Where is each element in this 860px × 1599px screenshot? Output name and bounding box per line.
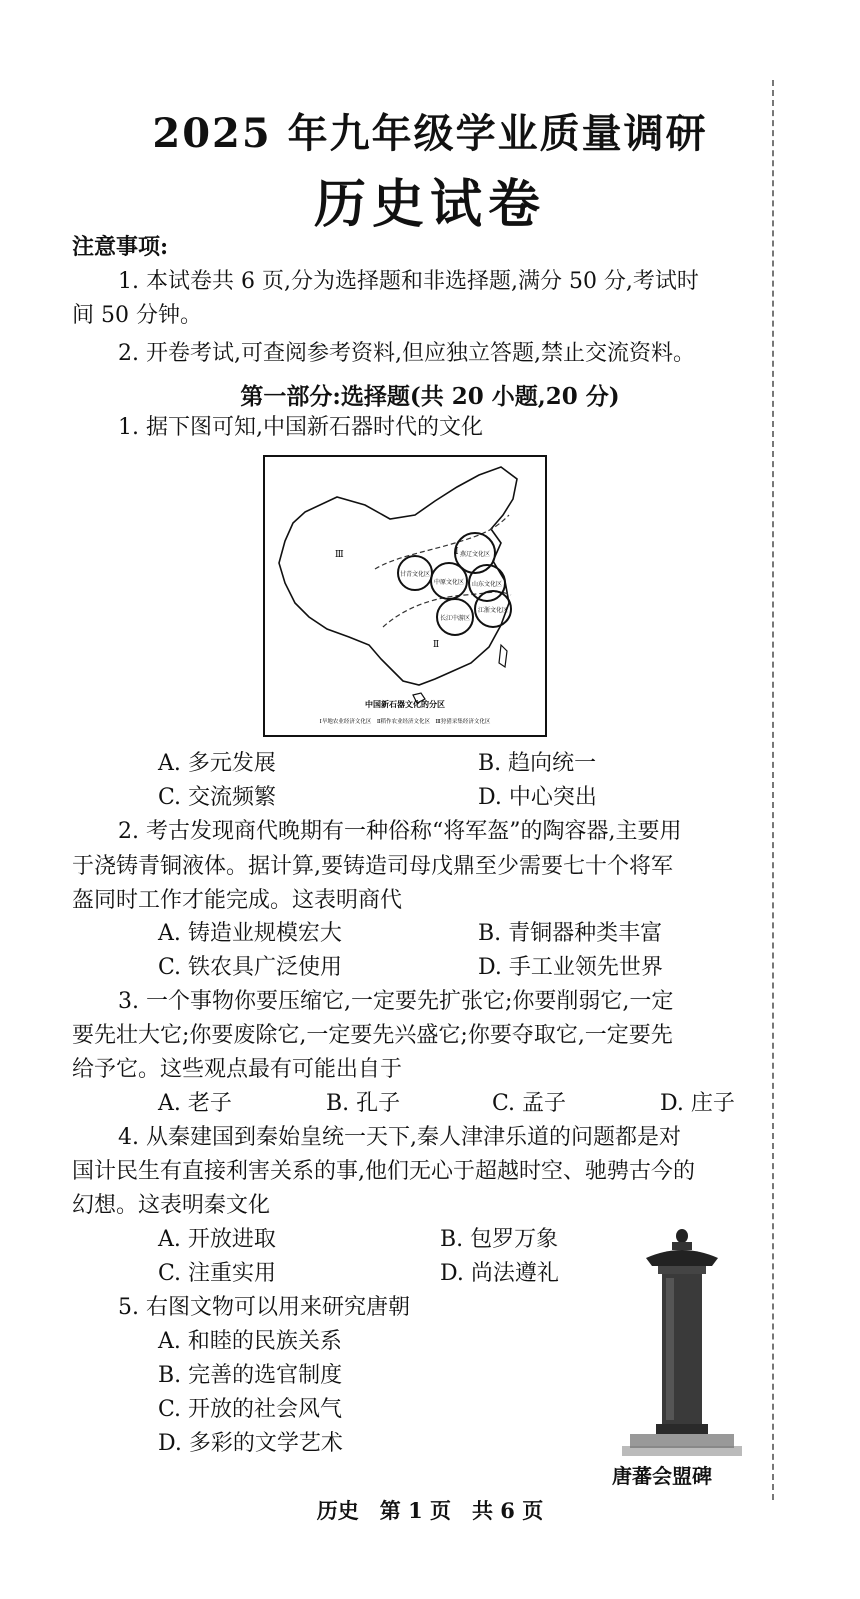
exam-title: 2025 年九年级学业质量调研 [152,110,708,157]
circle-label-zhongyuan: 中原文化区 [433,579,465,586]
q3-stem-line-1: 3. 一个事物你要压缩它,一定要先扩张它;你要削弱它,一定 [118,989,674,1014]
circle-label-shandong: 山东文化区 [471,581,503,588]
map-title: 中国新石器文化的分区 [365,699,445,709]
q3-option-c[interactable]: C. 孟子 [492,1091,567,1116]
notice-item-1: 1. 本试卷共 6 页,分为选择题和非选择题,满分 50 分,考试时 [118,269,699,294]
q5-option-d[interactable]: D. 多彩的文学艺术 [158,1431,343,1456]
zone-boundary-1 [375,515,509,569]
q3-stem-line-2: 要先壮大它;你要废除它,一定要先兴盛它;你要夺取它,一定要先 [72,1023,673,1048]
q4-stem-line-2: 国计民生有直接利害关系的事,他们无心于超越时空、驰骋古今的 [72,1159,695,1184]
notice-heading: 注意事项: [72,234,169,260]
cut-line [772,80,774,1500]
q2-option-a[interactable]: A. 铸造业规模宏大 [158,921,342,946]
q3-stem-line-3: 给予它。这些观点最有可能出自于 [72,1057,403,1082]
q3-option-a[interactable]: A. 老子 [158,1091,232,1116]
page-footer: 历史 第 1 页 共 6 页 [316,1498,544,1523]
q3-option-d[interactable]: D. 庄子 [660,1091,735,1116]
circle-label-changjiang: 长江中游区 [439,615,471,622]
q4-stem-line-3: 幻想。这表明秦文化 [72,1193,271,1218]
q2-stem-line-2: 于浇铸青铜液体。据计算,要铸造司母戊鼎至少需要七十个将军 [72,854,673,879]
notice-item-1-cont: 间 50 分钟。 [72,303,202,328]
q4-stem-line-1: 4. 从秦建国到秦始皇统一天下,秦人津津乐道的问题都是对 [118,1125,681,1150]
taiwan-outline [499,645,507,667]
q2-option-b[interactable]: B. 青铜器种类丰富 [478,921,663,946]
q3-option-b[interactable]: B. 孔子 [326,1091,401,1116]
q1-stem: 1. 据下图可知,中国新石器时代的文化 [118,415,483,440]
q4-option-c[interactable]: C. 注重实用 [158,1261,277,1286]
q1-option-b[interactable]: B. 趋向统一 [478,751,597,776]
neolithic-culture-map [263,455,547,737]
circle-label-jiangzhe: 江浙文化区 [477,607,509,614]
tang-tibet-alliance-stele-image [622,1228,742,1458]
region-label-1: Ⅰ [455,547,459,557]
q2-stem-line-3: 盔同时工作才能完成。这表明商代 [72,888,403,913]
q4-option-d[interactable]: D. 尚法遵礼 [440,1261,559,1286]
region-label-2: Ⅱ [433,640,440,650]
stele-caption: 唐蕃会盟碑 [612,1464,712,1488]
circle-label-yanliao: 燕辽文化区 [459,551,491,558]
q5-option-b[interactable]: B. 完善的选官制度 [158,1363,343,1388]
notice-item-2: 2. 开卷考试,可查阅参考资料,但应独立答题,禁止交流资料。 [118,341,695,366]
q1-option-c[interactable]: C. 交流频繁 [158,785,277,810]
exam-subject-title: 历史试卷 [313,174,546,235]
q4-option-a[interactable]: A. 开放进取 [158,1227,276,1252]
map-figure [265,457,545,735]
q5-option-c[interactable]: C. 开放的社会风气 [158,1397,343,1422]
section-heading: 第一部分:选择题(共 20 小题,20 分) [240,383,620,410]
map-legend: Ⅰ旱地农业经济文化区 Ⅱ稻作农业经济文化区 Ⅲ狩猎采集经济文化区 [319,719,491,725]
q5-stem: 5. 右图文物可以用来研究唐朝 [118,1295,410,1320]
circle-label-ganqing: 甘青文化区 [399,571,431,578]
q2-option-d[interactable]: D. 手工业领先世界 [478,955,663,980]
q4-option-b[interactable]: B. 包罗万象 [440,1227,559,1252]
region-label-3: Ⅲ [335,550,344,560]
q1-option-a[interactable]: A. 多元发展 [158,751,276,776]
q2-option-c[interactable]: C. 铁农具广泛使用 [158,955,343,980]
q2-stem-line-1: 2. 考古发现商代晚期有一种俗称“将军盔”的陶容器,主要用 [118,819,682,844]
q5-option-a[interactable]: A. 和睦的民族关系 [158,1329,342,1354]
q1-option-d[interactable]: D. 中心突出 [478,785,597,810]
